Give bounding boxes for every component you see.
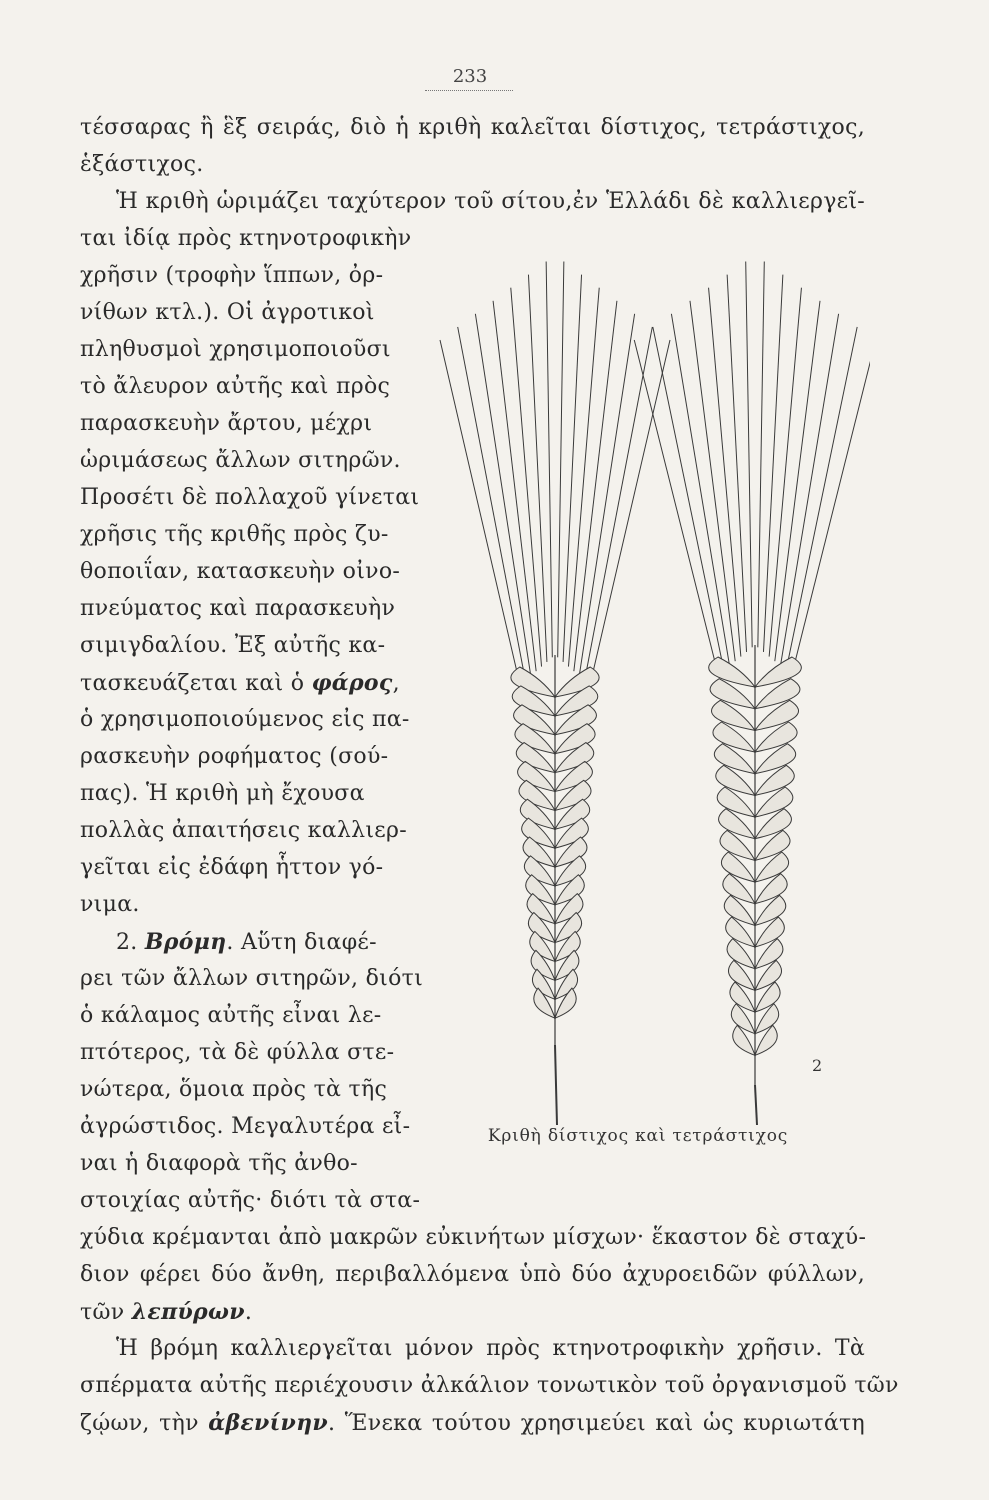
text-line: χρῆσις τῆς κριθῆς πρὸς ζυ- bbox=[80, 522, 389, 547]
text-line: νιμα. bbox=[80, 892, 140, 917]
text-line: διον φέρει δύο ἄνθη, περιβαλλόμενα ὑπὸ δύο ἀχυροειδῶν φύλλων, bbox=[80, 1262, 865, 1287]
text-line: στοιχίας αὐτῆς· διότι τὰ στα- bbox=[80, 1188, 421, 1213]
awn bbox=[568, 288, 599, 667]
text-line: ται ἰδίᾳ πρὸς κτηνοτροφικὴν bbox=[80, 226, 412, 251]
figure-label-2: 2 bbox=[812, 1056, 823, 1075]
text-line: πνεύματος καὶ παρασκευὴν bbox=[80, 596, 396, 621]
text-line: πολλὰς ἀπαιτήσεις καλλιερ- bbox=[80, 818, 407, 843]
page-number: 233 bbox=[452, 66, 488, 87]
text-line: πας). Ἡ κριθὴ μὴ ἔχουσα bbox=[80, 781, 365, 806]
awn bbox=[558, 262, 564, 658]
text-line: ναι ἡ διαφορὰ τῆς ἀνθο- bbox=[80, 1151, 358, 1176]
term-lepyron: λεπύρων bbox=[131, 1299, 245, 1325]
text-line: χρῆσιν (τροφὴν ἵππων, ὀρ- bbox=[80, 263, 384, 288]
two-row-barley-ear bbox=[440, 262, 670, 1125]
awn bbox=[563, 275, 581, 662]
text-line: ἀγρώστιδος. Μεγαλυτέρα εἶ- bbox=[80, 1114, 411, 1139]
text-line: ἑξάστιχος. bbox=[80, 152, 204, 177]
awn bbox=[727, 275, 746, 652]
awn bbox=[634, 340, 718, 675]
awn bbox=[786, 327, 857, 670]
awn bbox=[528, 275, 546, 662]
text-line: πληθυσμοὶ χρησιμοποιοῦσι bbox=[80, 337, 391, 362]
text-line: πτότερος, τὰ δὲ φύλλα στε- bbox=[80, 1040, 395, 1065]
awn bbox=[574, 301, 617, 671]
text-line: ὁ κάλαμος αὐτῆς εἶναι λε- bbox=[80, 1003, 382, 1028]
text-run: , bbox=[392, 671, 400, 696]
text-line: ὡριμάσεως ἄλλων σιτηρῶν. bbox=[80, 448, 401, 473]
text-line: σιμιγδαλίου. Ἐξ αὐτῆς κα- bbox=[80, 633, 386, 658]
awn bbox=[746, 262, 752, 648]
awn bbox=[590, 340, 670, 685]
text-line: ὁ χρησιμοποιούμενος εἰς πα- bbox=[80, 707, 410, 732]
term-avenini: ἀβενίνην bbox=[208, 1410, 328, 1436]
awn bbox=[458, 327, 526, 680]
text-line: θοποιΐαν, κατασκευὴν οἰνο- bbox=[80, 559, 401, 584]
awn bbox=[511, 288, 542, 667]
awn bbox=[775, 301, 820, 661]
text-line: Ἡ κριθὴ ὡριμάζει ταχύτερον τοῦ σίτου,ἐν Ἑλλάδι δὲ καλλιεργεῖ- bbox=[116, 189, 865, 214]
stem bbox=[555, 1045, 557, 1125]
text-line bbox=[80, 1408, 865, 1439]
awn bbox=[758, 262, 764, 648]
awn bbox=[493, 301, 536, 671]
stem bbox=[755, 1085, 757, 1125]
awn bbox=[780, 314, 838, 666]
section-number: 2. bbox=[116, 930, 145, 955]
text-line: γεῖται εἰς ἐδάφη ἧττον γό- bbox=[80, 855, 384, 880]
text-line bbox=[80, 1297, 415, 1328]
awn bbox=[440, 340, 520, 685]
text-run: ζῴων, τὴν bbox=[80, 1411, 209, 1436]
awn bbox=[769, 288, 801, 657]
text-line: νώτερα, ὅμοια πρὸς τὰ τῆς bbox=[80, 1077, 388, 1102]
text-line: χύδια κρέμανται ἀπὸ μακρῶν εὐκινήτων μίσχων· ἕκαστον δὲ σταχύ- bbox=[80, 1225, 867, 1250]
awn bbox=[475, 314, 530, 676]
awn bbox=[585, 327, 653, 680]
page-number-rule bbox=[425, 90, 513, 91]
awn bbox=[671, 314, 729, 666]
text-run: . Ἕνεκα τούτου χρησιμεύει καὶ ὡς κυριωτάτη bbox=[327, 1411, 865, 1436]
text-line: νίθων κτλ.). Οἱ ἀγροτικοὶ bbox=[80, 300, 375, 325]
text-line: τέσσαρας ἢ ἓξ σειράς, διὸ ἡ κριθὴ καλεῖται δίστιχος, τετράστιχος, bbox=[80, 115, 865, 140]
term-faros: φάρος bbox=[311, 670, 393, 696]
section-heading-line bbox=[116, 927, 377, 958]
text-run: . bbox=[244, 1300, 253, 1325]
awn bbox=[690, 301, 735, 661]
text-line: ρει τῶν ἄλλων σιτηρῶν, διότι bbox=[80, 966, 424, 991]
text-run: τασκευάζεται καὶ ὁ bbox=[80, 671, 312, 696]
awn bbox=[546, 262, 552, 658]
term-vromi: Βρόμη bbox=[144, 929, 227, 955]
awn bbox=[709, 288, 741, 657]
text-line: τὸ ἄλευρον αὐτῆς καὶ πρὸς bbox=[80, 374, 391, 399]
awn bbox=[579, 314, 634, 676]
text-line bbox=[80, 668, 415, 699]
awn bbox=[763, 275, 782, 652]
text-line: παρασκευὴν ἄρτου, μέχρι bbox=[80, 411, 373, 436]
figure-caption: Κριθὴ δίστιχος καὶ τετράστιχος bbox=[487, 1126, 789, 1146]
text-line: σπέρματα αὐτῆς περιέχουσιν ἀλκάλιον τονωτικὸν τοῦ ὀργανισμοῦ τῶν bbox=[80, 1373, 899, 1398]
text-line: ρασκευὴν ροφήματος (σού- bbox=[80, 744, 389, 769]
text-line: Ἡ βρόμη καλλιεργεῖται μόνον πρὸς κτηνοτροφικὴν χρῆσιν. Τὰ bbox=[116, 1336, 865, 1361]
text-line: Προσέτι δὲ πολλαχοῦ γίνεται bbox=[80, 485, 420, 510]
awn bbox=[653, 327, 724, 670]
text-run: τῶν bbox=[80, 1300, 132, 1325]
text-run: . Αὕτη διαφέ- bbox=[226, 930, 377, 955]
four-row-barley-ear bbox=[634, 262, 870, 1125]
barley-ears-illustration bbox=[420, 245, 870, 1135]
awn bbox=[792, 340, 870, 675]
